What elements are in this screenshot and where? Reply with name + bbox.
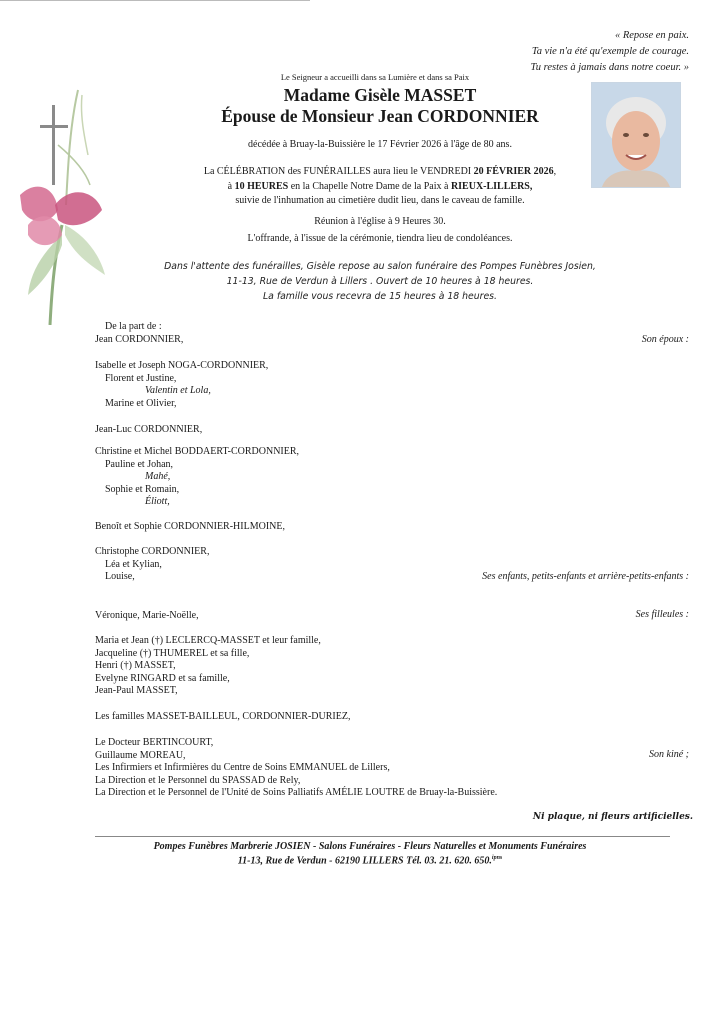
family-member: Henri (†) MASSET, bbox=[95, 660, 176, 671]
offering-note: L'offrande, à l'issue de la cérémonie, tiendra lieu de condoléances. bbox=[247, 233, 513, 244]
label-enfants: Ses enfants, petits-enfants et arrière-petits-enfants : bbox=[482, 571, 689, 582]
deceased-name: Madame Gisèle MASSET bbox=[283, 85, 477, 105]
family-list-6 bbox=[95, 546, 209, 584]
family-list-2 bbox=[95, 360, 268, 410]
reunion-note: Réunion à l'église à 9 Heures 30. bbox=[314, 216, 446, 227]
family-list-3 bbox=[95, 424, 202, 437]
family-member: Florent et Justine, bbox=[105, 372, 177, 384]
family-member: Christophe CORDONNIER, bbox=[95, 546, 210, 557]
label-filleules: Ses filleules : bbox=[635, 609, 689, 620]
family-list-4 bbox=[95, 446, 299, 509]
family-member: Sophie et Romain, bbox=[105, 483, 180, 495]
footer-company: Pompes Funèbres Marbrerie JOSIEN - Salons Funéraires - Fleurs Naturelles et Monuments Funéraires bbox=[153, 841, 587, 852]
family-member: Jean-Paul MASSET, bbox=[95, 685, 178, 696]
ceremony-time: 10 HEURES bbox=[234, 180, 289, 192]
ceremony-text: , bbox=[553, 166, 557, 177]
cross-icon bbox=[40, 105, 68, 185]
family-member: Mahé, bbox=[145, 471, 171, 482]
family-member: Isabelle et Joseph NOGA-CORDONNIER, bbox=[95, 360, 269, 371]
poem-block bbox=[531, 28, 689, 76]
de-la-part: De la part de : bbox=[105, 321, 162, 332]
poem-line: Ta vie n'a été qu'exemple de courage. bbox=[531, 46, 689, 57]
family-list-1 bbox=[95, 321, 183, 346]
family-member: Maria et Jean (†) LECLERCQ-MASSET et leur famille, bbox=[95, 635, 321, 646]
family-list-9 bbox=[95, 711, 350, 724]
label-kine: Son kiné ; bbox=[649, 749, 689, 760]
ceremony-line-3: suivie de l'inhumation au cimetière dudit lieu, dans le caveau de famille. bbox=[235, 195, 525, 206]
spouse-line: Épouse de Monsieur Jean CORDONNIER bbox=[221, 106, 539, 126]
portrait-image bbox=[592, 83, 680, 187]
family-member: Léa et Kylian, bbox=[105, 558, 162, 570]
salon-line: Dans l'attente des funérailles, Gisèle repose au salon funéraire des Pompes Funèbres Josien, bbox=[164, 261, 596, 272]
ceremony-text: La CÉLÉBRATION des FUNÉRAILLES aura lieu le VENDREDI bbox=[203, 166, 474, 177]
family-list-5 bbox=[95, 521, 285, 534]
family-member: Le Docteur BERTINCOURT, bbox=[95, 737, 214, 748]
label-epoux: Son époux : bbox=[641, 334, 689, 345]
footer-ipns: ipns bbox=[491, 855, 503, 861]
ceremony-place: RIEUX-LILLERS, bbox=[450, 180, 533, 192]
footer-address bbox=[60, 855, 680, 866]
ceremony-line-2 bbox=[170, 180, 590, 195]
family-list-8 bbox=[95, 635, 321, 698]
family-member: Christine et Michel BODDAERT-CORDONNIER, bbox=[95, 446, 300, 457]
family-list-7 bbox=[95, 610, 199, 623]
family-member: Pauline et Johan, bbox=[105, 458, 174, 470]
family-list-10 bbox=[95, 737, 497, 800]
family-member: Evelyne RINGARD et sa famille, bbox=[95, 672, 230, 684]
family-member: Jean-Luc CORDONNIER, bbox=[95, 424, 203, 435]
header-intro: Le Seigneur a accueilli dans sa Lumière et dans sa Paix bbox=[280, 72, 470, 82]
family-member: Guillaume MOREAU, bbox=[95, 749, 186, 761]
top-border-line bbox=[0, 0, 310, 1]
salon-line: La famille vous recevra de 15 heures à 18 heures. bbox=[262, 291, 497, 302]
ceremony-block bbox=[170, 165, 590, 209]
family-member: Véronique, Marie-Noëlle, bbox=[95, 610, 199, 621]
no-plaque-note: Ni plaque, ni fleurs artificielles. bbox=[532, 812, 693, 822]
ceremony-line-1 bbox=[170, 165, 590, 180]
family-member: Les Infirmiers et Infirmières du Centre de Soins EMMANUEL de Lillers, bbox=[95, 762, 390, 773]
family-member: Benoît et Sophie CORDONNIER-HILMOINE, bbox=[95, 521, 285, 532]
family-member: Éliott, bbox=[145, 496, 170, 507]
family-member: Marine et Olivier, bbox=[105, 397, 177, 409]
salon-line: 11-13, Rue de Verdun à Lillers . Ouvert de 10 heures à 18 heures. bbox=[226, 276, 534, 287]
family-member: Louise, bbox=[105, 571, 135, 582]
family-member: Valentin et Lola, bbox=[145, 385, 211, 396]
calla-lily-cross-illustration bbox=[10, 85, 120, 325]
ceremony-date: 20 FÉVRIER 2026 bbox=[473, 166, 554, 177]
ceremony-text: à bbox=[227, 180, 235, 192]
funeral-salon-info bbox=[110, 259, 650, 304]
death-notice: décédée à Bruay-la-Buissière le 17 Février 2026 à l'âge de 80 ans. bbox=[248, 139, 512, 150]
poem-line: « Repose en paix. bbox=[614, 30, 689, 41]
family-member: Jacqueline (†) THUMEREL et sa fille, bbox=[95, 647, 250, 659]
family-member: Jean CORDONNIER, bbox=[95, 333, 184, 345]
footer-divider bbox=[95, 836, 670, 837]
family-member: La Direction et le Personnel du SPASSAD de Rely, bbox=[95, 774, 301, 786]
ceremony-text: en la Chapelle Notre Dame de la Paix à bbox=[288, 180, 451, 192]
footer-address-text: 11-13, Rue de Verdun - 62190 LILLERS Tél. 03. 21. 620. 650. bbox=[237, 855, 492, 867]
family-member: La Direction et le Personnel de l'Unité de Soins Palliatifs AMÉLIE LOUTRE de Bruay-la-Buissière. bbox=[95, 787, 498, 798]
deceased-portrait-photo bbox=[591, 82, 681, 188]
poem-line: Tu restes à jamais dans notre coeur. » bbox=[530, 62, 689, 73]
family-member: Les familles MASSET-BAILLEUL, CORDONNIER-DURIEZ, bbox=[95, 711, 351, 722]
